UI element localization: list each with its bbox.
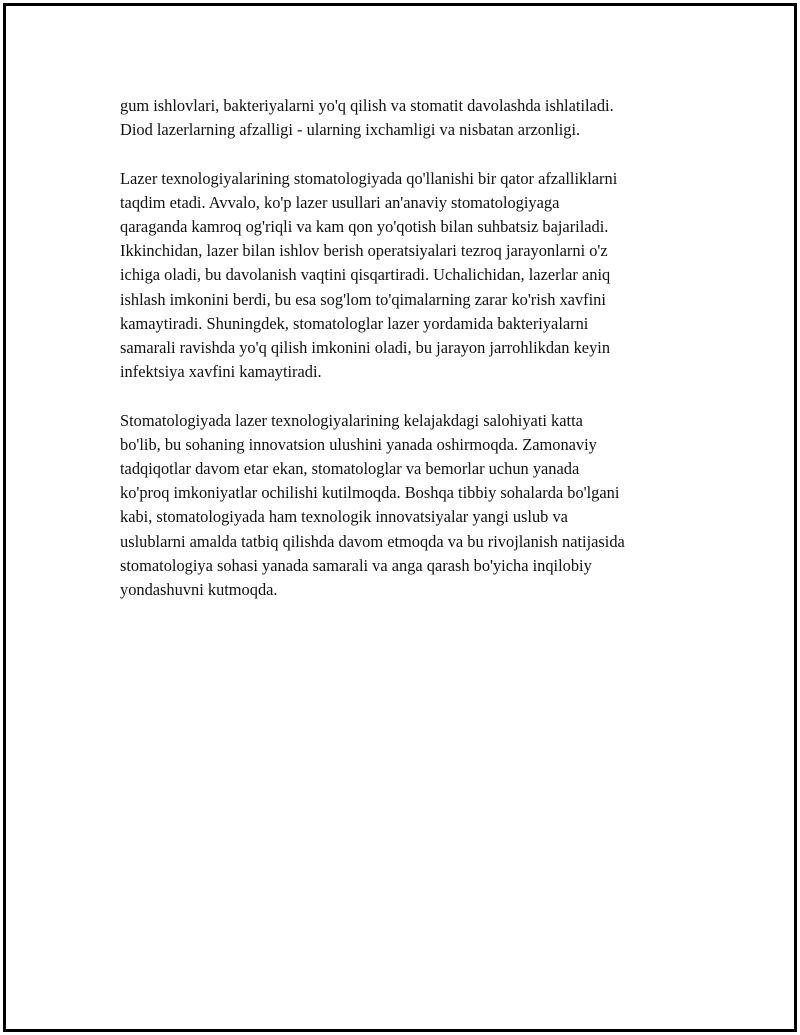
paragraph-3 — [120, 409, 700, 603]
paragraph-1 — [120, 94, 700, 142]
text-line: gum ishlovlari, bakteriyalarni yo'q qilish va stomatit davolashda ishlatiladi. — [120, 96, 614, 115]
text-line: qaraganda kamroq og'riqli va kam qon yo'qotish bilan suhbatsiz bajariladi. — [120, 217, 609, 236]
text-line: samarali ravishda yo'q qilish imkonini oladi, bu jarayon jarrohlikdan keyin — [120, 338, 611, 358]
text-line: Diod lazerlarning afzalligi - ularning ixchamligi va nisbatan arzonligi. — [120, 120, 581, 140]
text-line: ichiga oladi, bu davolanish vaqtini qisqartiradi. Uchalichidan, lazerlar aniq — [120, 265, 611, 285]
text-line: Stomatologiyada lazer texnologiyalarining kelajakdagi salohiyati katta — [120, 410, 583, 430]
document-body — [120, 94, 700, 602]
text-line: tadqiqotlar davom etar ekan, stomatologlar va bemorlar uchun yanada — [120, 459, 580, 479]
document-page — [3, 3, 797, 1032]
text-line: taqdim etadi. Avvalo, ko'p lazer usullari an'anaviy stomatologiyaga — [120, 192, 560, 212]
text-line: uslublarni amalda tatbiq qilishda davom etmoqda va bu rivojlanish natijasida — [120, 531, 625, 551]
text-line: Lazer texnologiyalarining stomatologiyada qo'llanishi bir qator afzalliklarni — [120, 168, 618, 188]
text-line: ko'proq imkoniyatlar ochilishi kutilmoqda. Boshqa tibbiy sohalarda bo'lgani — [120, 483, 620, 503]
text-line: bo'lib, bu sohaning innovatsion ulushini yanada oshirmoqda. Zamonaviy — [120, 434, 597, 454]
text-line: infektsiya xavfini kamaytiradi. — [120, 362, 322, 382]
text-line: stomatologiya sohasi yanada samarali va anga qarash bo'yicha inqilobiy — [120, 555, 592, 575]
text-line: yondashuvni kutmoqda. — [120, 580, 278, 600]
text-line: Ikkinchidan, lazer bilan ishlov berish operatsiyalari tezroq jarayonlarni o'z — [120, 241, 608, 261]
text-line: ishlash imkonini berdi, bu esa sog'lom to'qimalarning zarar ko'rish xavfini — [120, 289, 606, 309]
paragraph-spacer — [120, 142, 700, 166]
paragraph-2 — [120, 167, 700, 385]
text-line: kabi, stomatologiyada ham texnologik innovatsiyalar yangi uslub va — [120, 507, 568, 527]
paragraph-spacer — [120, 384, 700, 408]
text-line: kamaytiradi. Shuningdek, stomatologlar lazer yordamida bakteriyalarni — [120, 313, 589, 333]
